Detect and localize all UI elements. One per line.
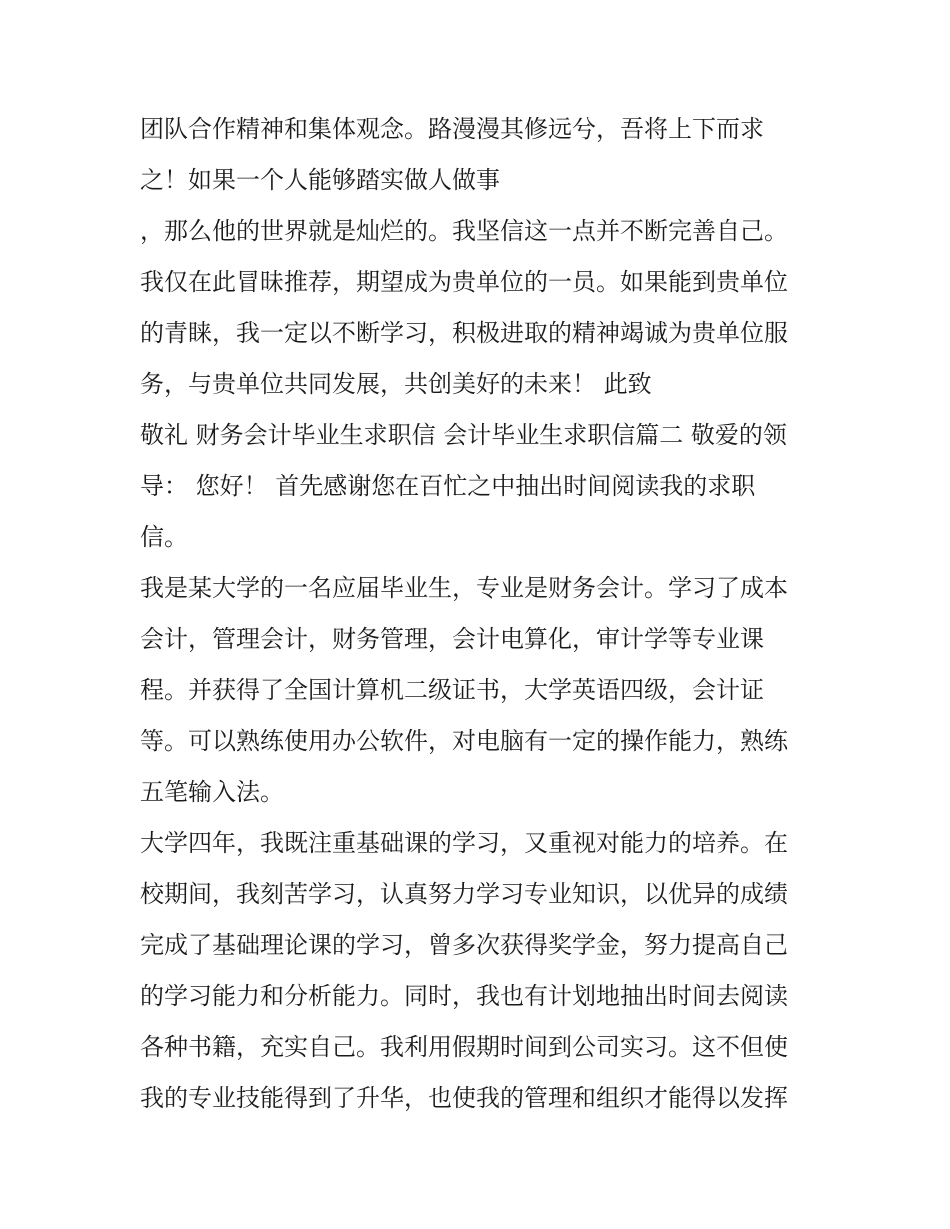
text-line: 的青睐，我一定以不断学习，积极进取的精神竭诚为贵单位服 (140, 319, 788, 347)
text-line: 各种书籍，充实自己。我利用假期时间到公司实习。这不但使 (140, 1033, 788, 1061)
text-line: 校期间，我刻苦学习，认真努力学习专业知识，以优异的成绩 (140, 880, 788, 908)
text-line: 敬礼 财务会计毕业生求职信 会计毕业生求职信篇二 敬爱的领 (140, 421, 787, 449)
text-line: 务，与贵单位共同发展，共创美好的未来！ 此致 (140, 370, 652, 398)
text-line: 团队合作精神和集体观念。路漫漫其修远兮，吾将上下而求 (140, 115, 764, 143)
text-line: 大学四年，我既注重基础课的学习，又重视对能力的培养。在 (140, 829, 788, 857)
text-line: 之！如果一个人能够踏实做人做事 (140, 166, 500, 194)
text-line: 的学习能力和分析能力。同时，我也有计划地抽出时间去阅读 (140, 982, 788, 1010)
text-line: 五笔输入法。 (140, 778, 284, 806)
text-line: 导： 您好！ 首先感谢您在百忙之中抽出时间阅读我的求职 (140, 472, 756, 500)
text-line: 我仅在此冒昧推荐，期望成为贵单位的一员。如果能到贵单位 (140, 268, 788, 296)
text-line: 程。并获得了全国计算机二级证书，大学英语四级，会计证 (140, 676, 764, 704)
text-line: 完成了基础理论课的学习，曾多次获得奖学金，努力提高自己 (140, 931, 788, 959)
text-line: 我是某大学的一名应届毕业生，专业是财务会计。学习了成本 (140, 574, 788, 602)
text-line: ，那么他的世界就是灿烂的。我坚信这一点并不断完善自己。 (140, 217, 788, 245)
text-line: 我的专业技能得到了升华，也使我的管理和组织才能得以发挥 (140, 1084, 788, 1112)
text-line: 会计，管理会计，财务管理，会计电算化，审计学等专业课 (140, 625, 764, 653)
text-line: 等。可以熟练使用办公软件，对电脑有一定的操作能力，熟练 (140, 727, 788, 755)
text-line: 信。 (140, 523, 188, 551)
